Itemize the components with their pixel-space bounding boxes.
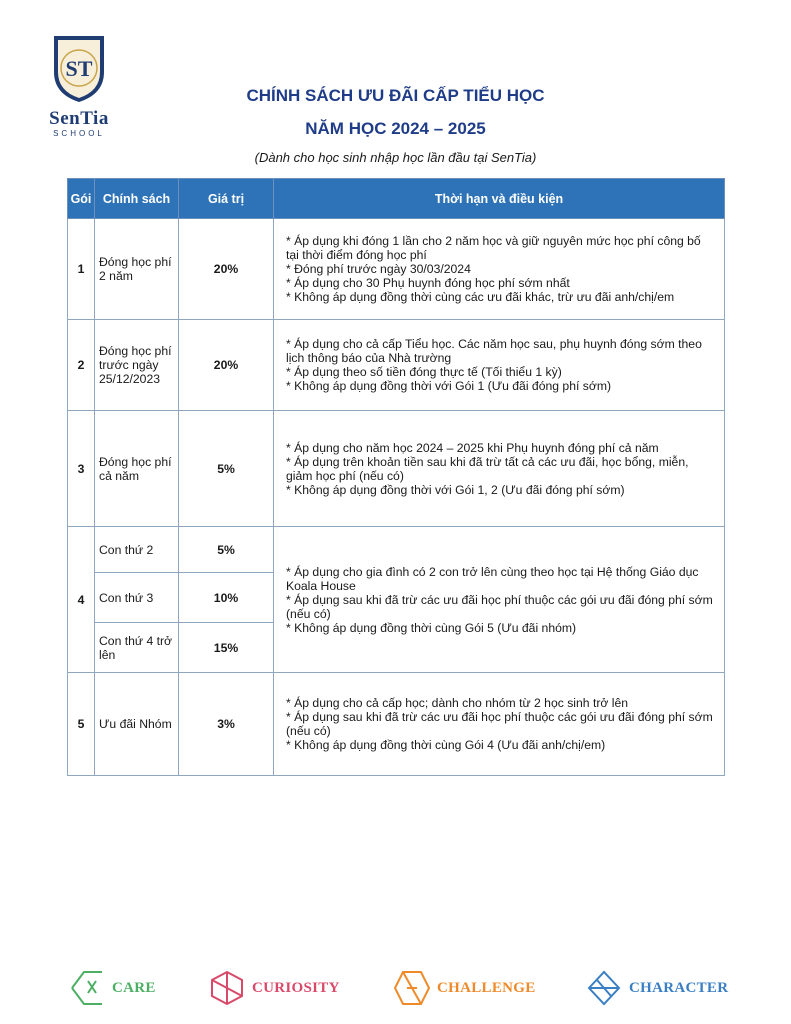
condition-line: * Không áp dụng đồng thời với Gói 1, 2 (Ưu đãi đóng phí sớm) bbox=[286, 482, 625, 497]
page-title: CHÍNH SÁCH ƯU ĐÃI CẤP TIỂU HỌC bbox=[246, 86, 545, 105]
page-title-year: NĂM HỌC 2024 – 2025 bbox=[305, 119, 486, 138]
table-header-row bbox=[68, 179, 725, 219]
condition-line: * Áp dụng theo số tiền đóng thực tế (Tối thiểu 1 kỳ) bbox=[286, 365, 562, 379]
policy-value: 3% bbox=[179, 673, 274, 776]
policy-name: Đóng học phí cả năm bbox=[95, 411, 179, 527]
policy-value: 20% bbox=[179, 219, 274, 320]
table-row bbox=[68, 219, 725, 320]
package-number: 1 bbox=[68, 219, 95, 320]
character-icon bbox=[585, 969, 623, 1007]
footer-challenge bbox=[393, 968, 536, 1008]
policy-conditions bbox=[274, 411, 725, 527]
footer-curiosity bbox=[208, 968, 340, 1008]
header-value: Giá trị bbox=[179, 179, 274, 219]
package-number: 3 bbox=[68, 411, 95, 527]
condition-line: * Không áp dụng đồng thời cùng các ưu đãi khác, trừ ưu đãi anh/chị/em bbox=[286, 290, 675, 304]
header-conditions: Thời hạn và điều kiện bbox=[274, 179, 725, 219]
page-subtitle: (Dành cho học sinh nhập học lần đầu tại SenTia) bbox=[254, 150, 537, 165]
challenge-icon bbox=[393, 969, 431, 1007]
policy-value: 20% bbox=[179, 320, 274, 411]
policy-name: Con thứ 4 trở lên bbox=[95, 623, 179, 673]
package-number: 2 bbox=[68, 320, 95, 411]
policy-conditions bbox=[274, 673, 725, 776]
table-row bbox=[68, 527, 725, 573]
care-icon bbox=[68, 969, 106, 1007]
condition-line: * Áp dụng cho gia đình có 2 con trở lên cùng theo học tại Hệ thống Giáo dục Koala House bbox=[286, 564, 699, 593]
condition-line: * Không áp dụng đồng thời với Gói 1 (Ưu đãi đóng phí sớm) bbox=[286, 379, 612, 393]
condition-line: * Áp dụng cho 30 Phụ huynh đóng học phí sớm nhất bbox=[286, 276, 570, 290]
package-number: 4 bbox=[68, 527, 95, 673]
curiosity-icon bbox=[208, 969, 246, 1007]
footer-care bbox=[68, 968, 156, 1008]
crest-letters: ST bbox=[65, 56, 93, 81]
footer-care-label: CARE bbox=[112, 979, 156, 996]
policy-name: Ưu đãi Nhóm bbox=[95, 673, 179, 776]
condition-line: * Áp dụng sau khi đã trừ các ưu đãi học phí thuộc các gói ưu đãi đóng phí sớm (nếu có) bbox=[286, 592, 713, 621]
header-policy: Chính sách bbox=[95, 179, 179, 219]
condition-line: * Áp dụng cho năm học 2024 – 2025 khi Phụ huynh đóng phí cả năm bbox=[286, 440, 659, 455]
condition-line: * Không áp dụng đồng thời cùng Gói 5 (Ưu đãi nhóm) bbox=[286, 620, 577, 635]
policy-value: 15% bbox=[179, 623, 274, 673]
package-number: 5 bbox=[68, 673, 95, 776]
policy-conditions bbox=[274, 527, 725, 673]
policy-conditions bbox=[274, 320, 725, 411]
footer-curiosity-label: CURIOSITY bbox=[252, 979, 340, 996]
condition-line: * Áp dụng cho cả cấp học; dành cho nhóm từ 2 học sinh trở lên bbox=[286, 696, 629, 710]
logo-name: SenTia bbox=[49, 108, 109, 129]
policy-value: 5% bbox=[179, 411, 274, 527]
condition-line: * Đóng phí trước ngày 30/03/2024 bbox=[286, 262, 471, 276]
policy-name: Đóng học phí trước ngày 25/12/2023 bbox=[95, 320, 179, 411]
condition-line: * Áp dụng trên khoản tiền sau khi đã trừ tất cả các ưu đãi, học bổng, miễn, giảm học phí (nếu có) bbox=[286, 454, 689, 483]
footer-character-label: CHARACTER bbox=[629, 979, 729, 996]
policy-conditions bbox=[274, 219, 725, 320]
logo-subtitle: SCHOOL bbox=[53, 129, 105, 138]
condition-line: * Không áp dụng đồng thời cùng Gói 4 (Ưu đãi anh/chị/em) bbox=[286, 738, 606, 752]
condition-line: * Áp dụng sau khi đã trừ các ưu đãi học phí thuộc các gói ưu đãi đóng phí sớm (nếu có) bbox=[286, 710, 713, 738]
footer-challenge-label: CHALLENGE bbox=[437, 979, 536, 996]
policy-name: Con thứ 3 bbox=[95, 573, 179, 623]
footer-character bbox=[585, 968, 728, 1008]
policy-name: Con thứ 2 bbox=[95, 527, 179, 573]
policy-name: Đóng học phí 2 năm bbox=[95, 219, 179, 320]
condition-line: * Áp dụng cho cả cấp Tiểu học. Các năm học sau, phụ huynh đóng sớm theo lịch thông báo của Nhà trường bbox=[286, 337, 702, 365]
policy-value: 5% bbox=[179, 527, 274, 573]
condition-line: * Áp dụng khi đóng 1 lần cho 2 năm học và giữ nguyên mức học phí công bố tại thời điểm đóng học phí bbox=[286, 234, 701, 262]
core-values-footer bbox=[0, 968, 791, 1008]
policy-value: 10% bbox=[179, 573, 274, 623]
policy-table bbox=[67, 178, 725, 776]
table-row bbox=[68, 320, 725, 411]
header-package: Gói bbox=[68, 179, 95, 219]
table-row bbox=[68, 673, 725, 776]
table-row bbox=[68, 411, 725, 527]
